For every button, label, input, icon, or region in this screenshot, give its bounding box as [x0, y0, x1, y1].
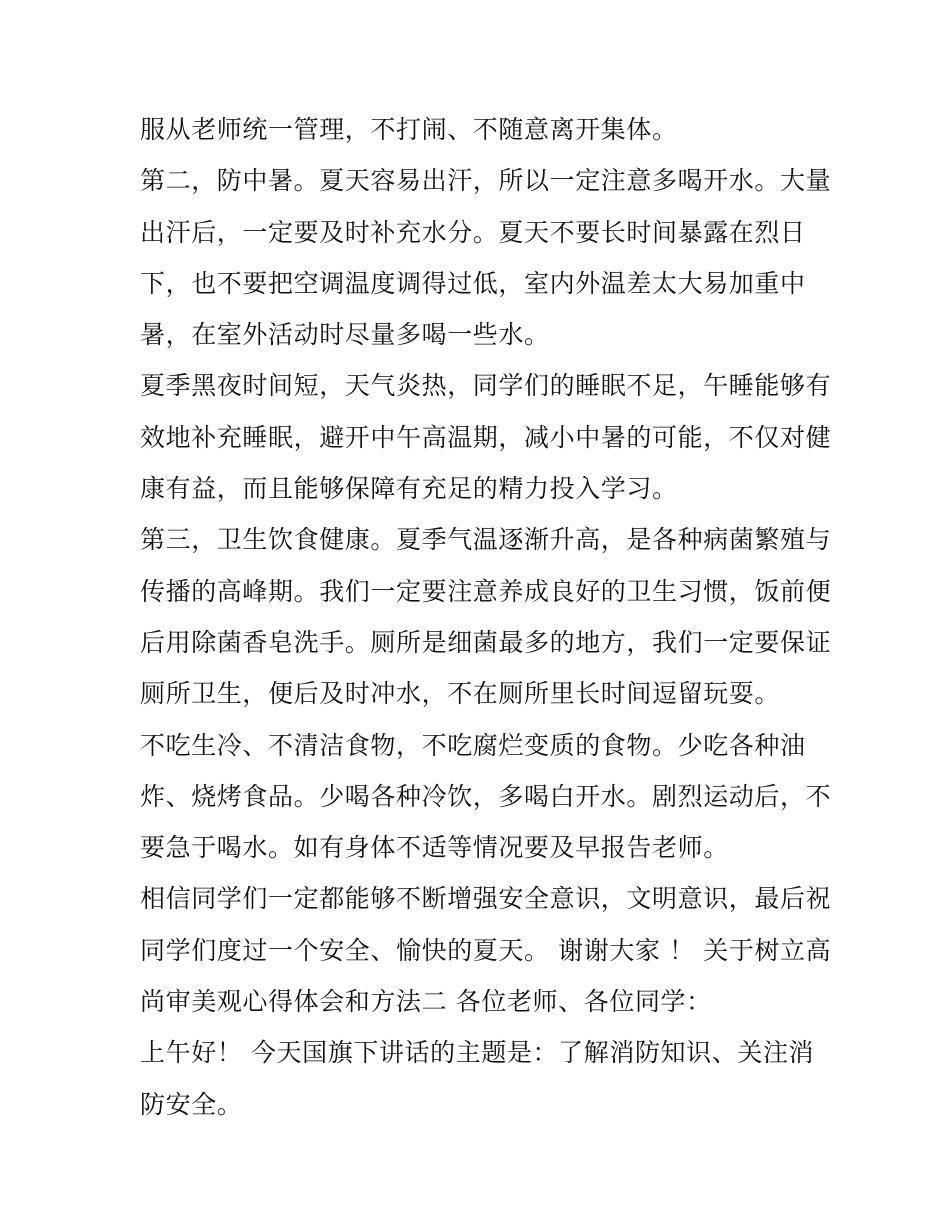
text-line: 同学们度过一个安全、愉快的夏天。 谢谢大家 ！ 关于树立高	[140, 935, 832, 965]
text-line: 防安全。	[140, 1089, 243, 1119]
text-line: 炸、烧烤食品。少喝各种冷饮，多喝白开水。剧烈运动后，不	[140, 781, 832, 811]
text-line: 厕所卫生，便后及时冲水，不在厕所里长时间逗留玩耍。	[140, 679, 781, 709]
text-line: 传播的高峰期。我们一定要注意养成良好的卫生习惯，饭前便	[140, 576, 832, 606]
text-line: 尚审美观心得体会和方法二 各位老师、各位同学：	[140, 987, 712, 1017]
text-line: 下，也不要把空调温度调得过低，室内外温差太大易加重中	[140, 268, 806, 298]
text-line: 服从老师统一管理，不打闹、不随意离开集体。	[140, 115, 678, 144]
text-line: 康有益，而且能够保障有充足的精力投入学习。	[140, 474, 678, 504]
body-text	[140, 104, 832, 1130]
text-line: 出汗后，一定要及时补充水分。夏天不要长时间暴露在烈日	[140, 217, 806, 247]
text-line: 第三，卫生饮食健康。夏季气温逐渐升高，是各种病菌繁殖与	[140, 525, 832, 555]
text-line: 相信同学们一定都能够不断增强安全意识，文明意识，最后祝	[140, 884, 832, 914]
text-line: 暑，在室外活动时尽量多喝一些水。	[140, 320, 550, 350]
text-line: 夏季黑夜时间短，天气炎热，同学们的睡眠不足，午睡能够有	[140, 371, 832, 401]
text-line: 后用除菌香皂洗手。厕所是细菌最多的地方，我们一定要保证	[140, 627, 832, 657]
text-line: 不吃生冷、不清洁食物，不吃腐烂变质的食物。少吃各种油	[140, 730, 806, 760]
text-line: 第二，防中暑。夏天容易出汗，所以一定注意多喝开水。大量	[140, 166, 832, 196]
text-line: 要急于喝水。如有身体不适等情况要及早报告老师。	[140, 833, 729, 863]
text-line: 上午好！ 今天国旗下讲话的主题是：了解消防知识、关注消	[140, 1038, 815, 1068]
text-line: 效地补充睡眠，避开中午高温期，减小中暑的可能，不仅对健	[140, 422, 832, 452]
